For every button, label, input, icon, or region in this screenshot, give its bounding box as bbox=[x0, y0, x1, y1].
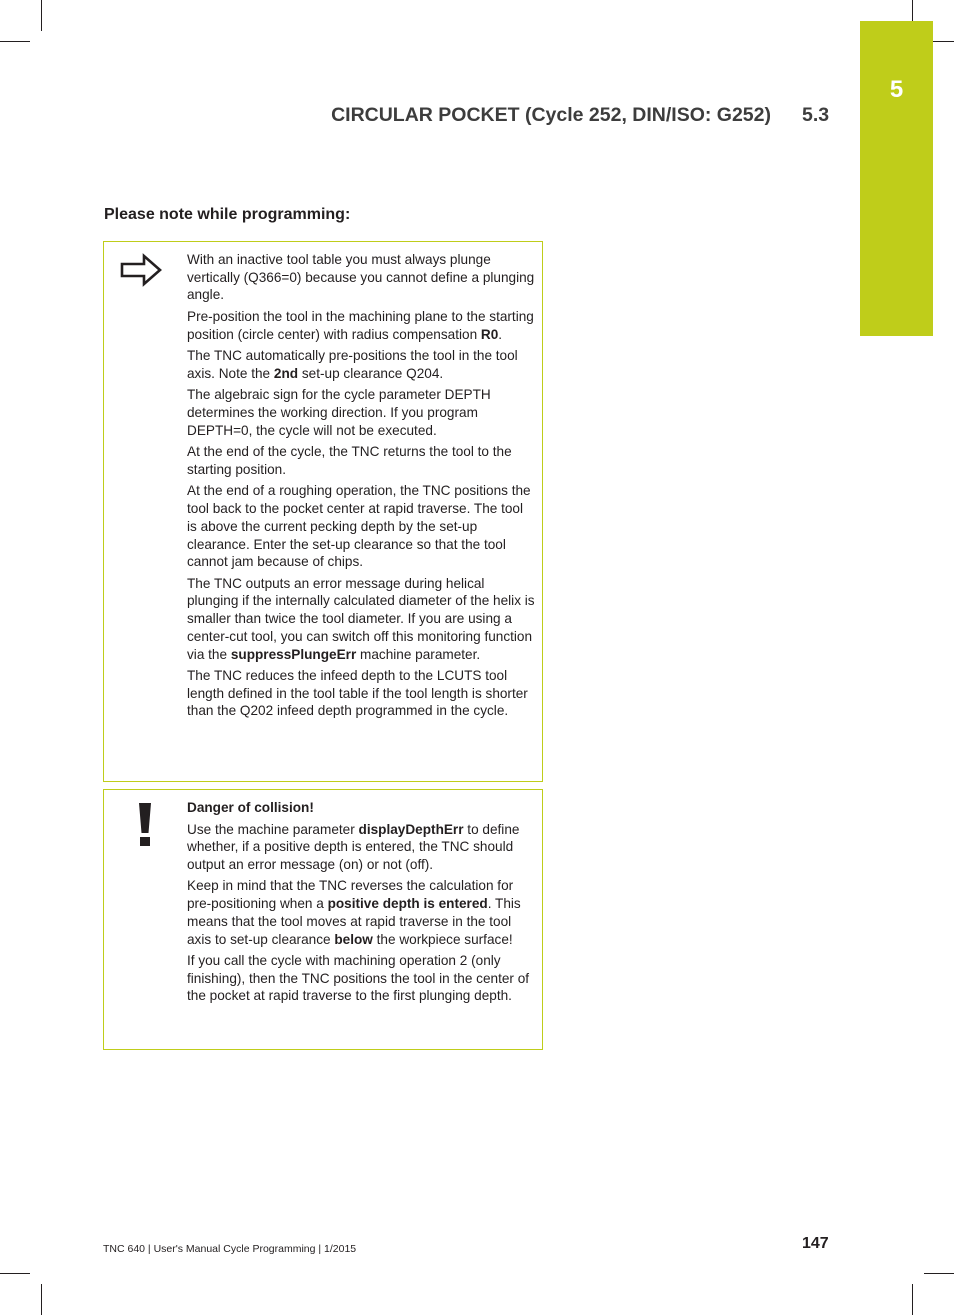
section-heading: Please note while programming: bbox=[104, 206, 351, 223]
warning-paragraph: If you call the cycle with machining operation 2 (only finishing), then the TNC positions the tool in the center of the pocket at rapid traverse to the first plunging depth. bbox=[187, 953, 530, 1004]
crop-mark bbox=[912, 0, 913, 21]
tip-paragraph: The TNC automatically pre-positions the tool in the tool axis. Note the 2nd set-up clearance Q204. bbox=[187, 348, 518, 381]
exclamation-icon bbox=[135, 801, 155, 849]
tip-icon-column bbox=[104, 242, 186, 781]
warning-paragraph: Keep in mind that the TNC reverses the calculation for pre-positioning when a positive depth is entered. This means that the tool moves at rapid traverse in the tool axis to set-up clearance below the workpiece surface! bbox=[187, 878, 521, 947]
tip-paragraph: At the end of the cycle, the TNC returns the tool to the starting position. bbox=[187, 444, 512, 477]
warning-paragraph: Use the machine parameter displayDepthErr to define whether, if a positive depth is entered, the TNC should output an error message (on) or not (off). bbox=[187, 821, 520, 872]
chapter-number: 5 bbox=[889, 76, 904, 103]
tip-paragraph: The algebraic sign for the cycle parameter DEPTH determines the working direction. If you program DEPTH=0, the cycle will not be executed. bbox=[187, 387, 491, 438]
tip-paragraph: At the end of a roughing operation, the TNC positions the tool back to the pocket center at rapid traverse. The tool is above the current pecking depth by the set-up clearance. Enter the set-up clearance so that the tool cannot jam because of chips. bbox=[187, 483, 531, 570]
crop-mark bbox=[41, 0, 42, 31]
arrow-right-icon bbox=[120, 253, 164, 287]
warning-icon-column bbox=[104, 790, 186, 1049]
tip-paragraph: The TNC outputs an error message during helical plunging if the internally calculated diameter of the helix is smaller than twice the tool diameter. If you are using a center-cut tool, you can switch off this monitoring function via the suppressPlungeErr machine parameter. bbox=[187, 575, 535, 662]
tip-paragraph: Pre-position the tool in the machining plane to the starting position (circle center) with radius compensation R0. bbox=[187, 308, 534, 342]
crop-mark bbox=[924, 1273, 954, 1274]
warning-note-box bbox=[103, 789, 543, 1050]
crop-mark bbox=[0, 1273, 30, 1274]
footer-text: TNC 640 | User's Manual Cycle Programming | 1/2015 bbox=[103, 1243, 357, 1255]
chapter-tab bbox=[860, 21, 933, 336]
running-header-section-number: 5.3 bbox=[802, 104, 830, 126]
crop-mark bbox=[912, 1284, 913, 1315]
crop-mark bbox=[0, 41, 30, 42]
tip-paragraph: With an inactive tool table you must always plunge vertically (Q366=0) because you cannot define a plunging angle. bbox=[187, 252, 535, 303]
crop-mark bbox=[41, 1284, 42, 1315]
warning-note-text bbox=[187, 799, 535, 1009]
warning-title: Danger of collision! bbox=[187, 800, 314, 815]
page-number: 147 bbox=[802, 1235, 829, 1252]
crop-mark bbox=[933, 41, 954, 42]
running-header-title: CIRCULAR POCKET (Cycle 252, DIN/ISO: G252) bbox=[331, 104, 771, 126]
tip-note-text bbox=[187, 251, 535, 724]
tip-paragraph: The TNC reduces the infeed depth to the LCUTS tool length defined in the tool table if the tool length is shorter than the Q202 infeed depth programmed in the cycle. bbox=[187, 668, 528, 719]
tip-note-box bbox=[103, 241, 543, 782]
